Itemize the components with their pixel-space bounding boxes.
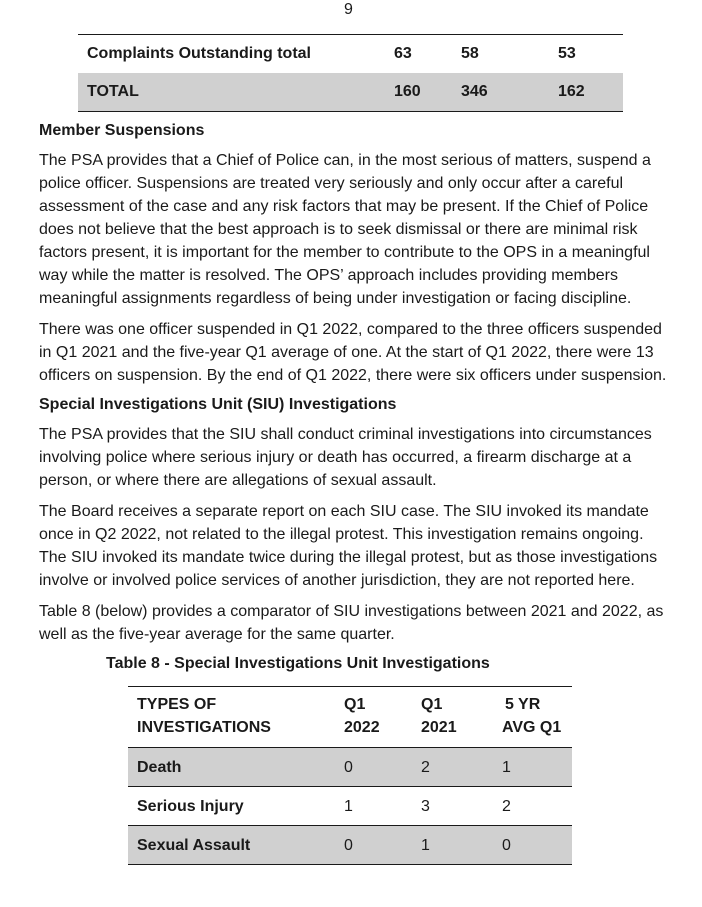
column-header-5yr-avg bbox=[493, 687, 572, 748]
row-label: Death bbox=[128, 748, 335, 787]
cell-value: 63 bbox=[385, 35, 452, 74]
header-line: TYPES OF bbox=[137, 696, 217, 713]
paragraph: Table 8 (below) provides a comparator of SIU investigations between 2021 and 2022, as well as the five-year average for the same quarter. bbox=[39, 603, 664, 643]
header-line: 2021 bbox=[421, 719, 457, 736]
column-header-q1-2022 bbox=[335, 687, 412, 748]
paragraph: There was one officer suspended in Q1 2022, compared to the three officers suspended in Q1 2021 and the five-year Q1 average of one. At the start of Q1 2022, there were 13 officers on suspension. By the end of Q1 2022, there were six officers under suspension. bbox=[39, 321, 667, 384]
cell-value: 0 bbox=[335, 826, 412, 865]
paragraph: The PSA provides that the SIU shall conduct criminal investigations into circumstances involving police where serious injury or death has occurred, a firearm discharge at a person, or where there are allegations of sexual assault. bbox=[39, 426, 652, 489]
cell-value: 1 bbox=[493, 748, 572, 787]
column-header-types bbox=[128, 687, 335, 748]
column-header-q1-2021 bbox=[412, 687, 493, 748]
cell-value: 3 bbox=[412, 787, 493, 826]
siu-investigations-table bbox=[128, 686, 572, 865]
cell-value: 53 bbox=[549, 35, 623, 74]
table-row bbox=[128, 787, 572, 826]
cell-value: 58 bbox=[452, 35, 549, 74]
row-label: Sexual Assault bbox=[128, 826, 335, 865]
table-row bbox=[78, 73, 623, 112]
header-line: 5 YR bbox=[505, 696, 541, 713]
document-body bbox=[39, 121, 671, 865]
section-heading-siu: Special Investigations Unit (SIU) Investigations bbox=[39, 396, 397, 413]
header-line: AVG Q1 bbox=[502, 719, 562, 736]
cell-value: 1 bbox=[335, 787, 412, 826]
paragraph: The Board receives a separate report on each SIU case. The SIU invoked its mandate once in Q2 2022, not related to the illegal protest. This investigation remains ongoing. The SIU invoked its mandate twice during the illegal protest, but as those investigations involve or involved police services of another jurisdiction, they are not reported here. bbox=[39, 503, 658, 589]
page-number: 9 bbox=[344, 1, 353, 18]
cell-value: 162 bbox=[549, 73, 623, 112]
header-line: Q1 bbox=[344, 696, 366, 713]
table-header-row bbox=[128, 687, 572, 748]
cell-value: 160 bbox=[385, 73, 452, 112]
table-row bbox=[78, 35, 623, 74]
header-line: INVESTIGATIONS bbox=[137, 719, 271, 736]
cell-value: 2 bbox=[412, 748, 493, 787]
row-label: Complaints Outstanding total bbox=[78, 35, 385, 74]
row-label: TOTAL bbox=[78, 73, 385, 112]
header-line: 2022 bbox=[344, 719, 380, 736]
cell-value: 2 bbox=[493, 787, 572, 826]
table-row bbox=[128, 826, 572, 865]
table-caption: Table 8 - Special Investigations Unit Investigations bbox=[106, 655, 490, 672]
cell-value: 0 bbox=[335, 748, 412, 787]
row-label: Serious Injury bbox=[128, 787, 335, 826]
table-row bbox=[128, 748, 572, 787]
section-heading-member-suspensions: Member Suspensions bbox=[39, 122, 205, 139]
cell-value: 346 bbox=[452, 73, 549, 112]
cell-value: 1 bbox=[412, 826, 493, 865]
complaints-summary-table bbox=[78, 34, 623, 112]
cell-value: 0 bbox=[493, 826, 572, 865]
paragraph: The PSA provides that a Chief of Police can, in the most serious of matters, suspend a police officer. Suspensions are treated very seriously and only occur after a careful assessment of the case and any risk factors that may be present. If the Chief of Police does not believe that the best approach is to seek dismissal or there are minimal risk factors present, it is important for the member to contribute to the OPS in a meaningful way while the matter is resolved. The OPS’ approach includes providing members meaningful assignments regardless of being under investigation or facing discipline. bbox=[39, 152, 651, 307]
header-line: Q1 bbox=[421, 696, 443, 713]
